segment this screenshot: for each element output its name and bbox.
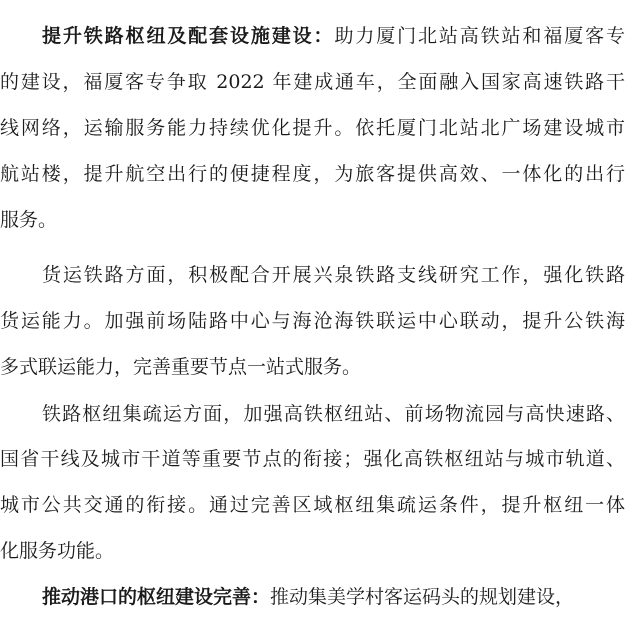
- paragraph-2-line-1: 货运铁路方面，积极配合开展兴泉铁路支线研究工作，强化铁路: [42, 264, 625, 286]
- paragraph-3-line-4: 化服务功能。: [0, 540, 115, 562]
- paragraph-3-line-1: 铁路枢纽集疏运方面，加强高铁枢纽站、前场物流园与高快速路、: [42, 403, 625, 425]
- paragraph-2-line-3: 多式联运能力，完善重要节点一站式服务。: [0, 356, 362, 378]
- paragraph-1-line-2: 的建设，福厦客专争取 2022 年建成通车，全面融入国家高速铁路干: [0, 71, 625, 93]
- paragraph-1-line-4: 航站楼，提升航空出行的便捷程度，为旅客提供高效、一体化的出行: [0, 163, 625, 185]
- paragraph-1-line-3: 线网络，运输服务能力持续优化提升。依托厦门北站北广场建设城市: [0, 117, 625, 139]
- paragraph-3-line-2: 国省干线及城市干道等重要节点的衔接；强化高铁枢纽站与城市轨道、: [0, 448, 625, 470]
- paragraph-1-text: 助力厦门北站高铁站和福厦客专: [334, 25, 625, 47]
- paragraph-4-text: 推动集美学村客运码头的规划建设，: [270, 586, 575, 608]
- paragraph-2-line-2: 货运能力。加强前场陆路中心与海沧海铁联运中心联动，提升公铁海: [0, 310, 625, 332]
- paragraph-1-heading: 提升铁路枢纽及配套设施建设：: [42, 25, 335, 47]
- paragraph-1-line-1: [0, 21, 625, 51]
- paragraph-4-line-1: [0, 582, 625, 612]
- paragraph-3-line-3: 城市公共交通的衔接。通过完善区域枢纽集疏运条件，提升枢纽一体: [0, 494, 625, 516]
- paragraph-4-heading: 推动港口的枢纽建设完善：: [42, 586, 271, 608]
- paragraph-1-line-5: 服务。: [0, 209, 58, 231]
